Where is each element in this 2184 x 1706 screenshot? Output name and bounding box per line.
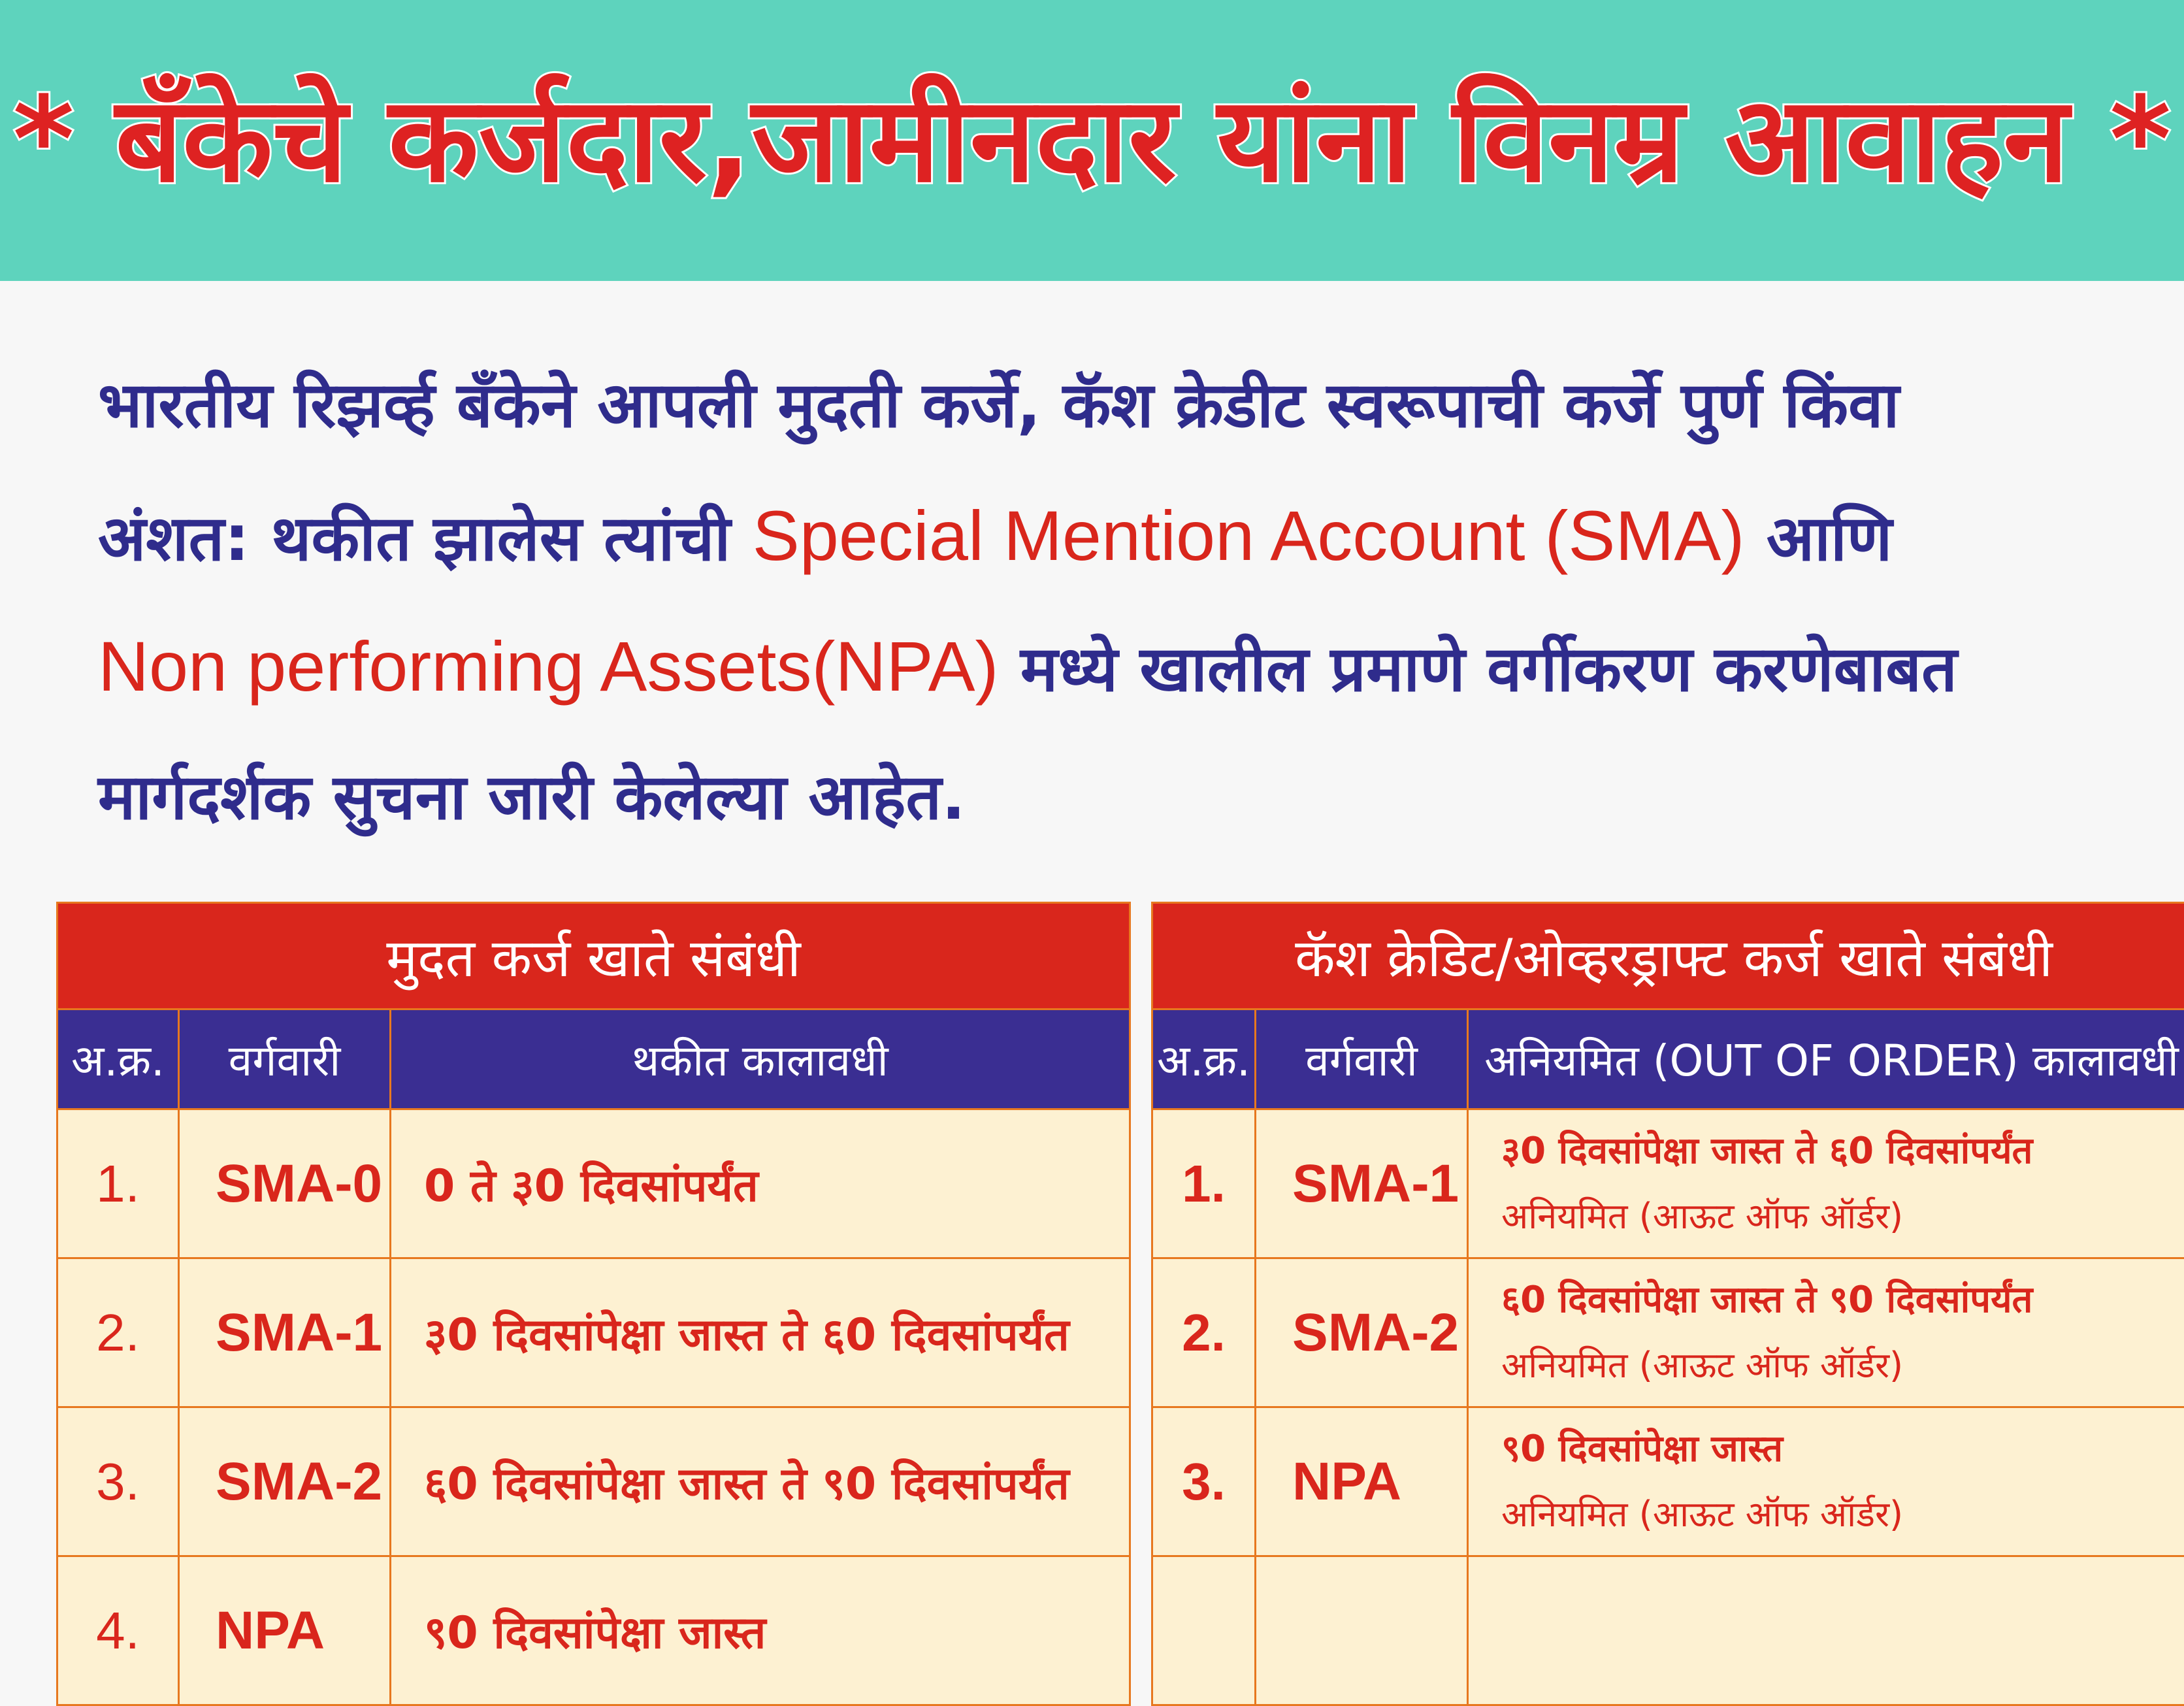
row-category	[1256, 1556, 1468, 1705]
table-title-row	[57, 903, 1130, 1009]
row-period	[1468, 1407, 2184, 1556]
intro-sma-term: Special Mention Account (SMA)	[753, 496, 1745, 575]
table-row	[1152, 1258, 2184, 1407]
star-icon: *	[2110, 72, 2171, 208]
row-period	[1468, 1109, 2184, 1258]
table-row	[57, 1109, 1130, 1258]
row-serial	[1152, 1556, 1256, 1705]
table-row	[1152, 1407, 2184, 1556]
row-period	[1468, 1258, 2184, 1407]
row-status-text: अनियमित (आऊट ऑफ ऑर्डर)	[1501, 1333, 2184, 1398]
table-row	[1152, 1109, 2184, 1258]
row-period: ६0 दिवसांपेक्षा जास्त ते ९0 दिवसांपर्यंत	[391, 1407, 1130, 1556]
column-header-serial: अ.क्र.	[57, 1009, 179, 1109]
table-header-row	[57, 1009, 1130, 1109]
row-serial: 2.	[57, 1258, 179, 1407]
intro-line-2-text-b: आणि	[1744, 502, 1892, 575]
row-period-text: ३0 दिवसांपेक्षा जास्त ते ६0 दिवसांपर्यंत	[1501, 1119, 2184, 1184]
row-category: NPA	[179, 1556, 391, 1705]
table-header-row	[1152, 1009, 2184, 1109]
intro-line-1: भारतीय रिझर्व्ह बँकेने आपली मुदती कर्जे, कॅश क्रेडीट स्वरूपाची कर्जे पुर्ण किंवा	[98, 340, 2176, 470]
intro-npa-term: Non performing Assets(NPA)	[98, 627, 998, 706]
cash-credit-table-title: कॅश क्रेडिट/ओव्हरड्राफ्ट कर्ज खाते संबंधी	[1152, 903, 2184, 1009]
row-status-text: अनियमित (आऊट ऑफ ऑर्डर)	[1501, 1482, 2184, 1547]
banner-title-text: बँकेचे कर्जदार,जामीनदार यांना विनम्र आवाहन	[115, 72, 2068, 208]
intro-paragraph	[98, 340, 2176, 862]
column-header-serial: अ.क्र.	[1152, 1009, 1256, 1109]
column-header-category: वर्गवारी	[1256, 1009, 1468, 1109]
intro-line-2-text-a: अंशत: थकीत झालेस त्यांची	[98, 502, 753, 575]
column-header-category: वर्गवारी	[179, 1009, 391, 1109]
cash-credit-table	[1151, 902, 2184, 1706]
row-period-text: ९0 दिवसांपेक्षा जास्त	[1501, 1417, 2184, 1482]
row-period: ९0 दिवसांपेक्षा जास्त	[391, 1556, 1130, 1705]
row-category: SMA-1	[1256, 1109, 1468, 1258]
row-period	[1468, 1556, 2184, 1705]
row-period-text: ६0 दिवसांपेक्षा जास्त ते ९0 दिवसांपर्यंत	[1501, 1268, 2184, 1333]
row-serial: 1.	[1152, 1109, 1256, 1258]
star-icon: *	[13, 72, 74, 208]
column-header-out-of-order-period: अनियमित (OUT OF ORDER) कालावधी	[1468, 1009, 2184, 1109]
table-row	[57, 1258, 1130, 1407]
row-status-text: अनियमित (आऊट ऑफ ऑर्डर)	[1501, 1184, 2184, 1249]
row-serial: 2.	[1152, 1258, 1256, 1407]
row-category: SMA-1	[179, 1258, 391, 1407]
term-loan-table-title: मुदत कर्ज खाते संबंधी	[57, 903, 1130, 1009]
row-category: SMA-2	[179, 1407, 391, 1556]
table-row	[57, 1407, 1130, 1556]
title-banner	[0, 0, 2184, 281]
intro-line-2	[98, 470, 2176, 601]
row-serial: 4.	[57, 1556, 179, 1705]
row-category: SMA-0	[179, 1109, 391, 1258]
intro-line-3-text: मध्ये खालील प्रमाणे वर्गीकरण करणेबाबत	[998, 632, 1957, 706]
row-serial: 3.	[1152, 1407, 1256, 1556]
row-period: ३0 दिवसांपेक्षा जास्त ते ६0 दिवसांपर्यंत	[391, 1258, 1130, 1407]
intro-line-3	[98, 601, 2176, 732]
intro-line-4: मार्गदर्शक सुचना जारी केलेल्या आहेत.	[98, 732, 2176, 862]
row-category: NPA	[1256, 1407, 1468, 1556]
term-loan-table	[56, 902, 1131, 1706]
banner-title	[0, 62, 2184, 219]
table-row	[1152, 1556, 2184, 1705]
column-header-overdue-period: थकीत कालावधी	[391, 1009, 1130, 1109]
table-row	[57, 1556, 1130, 1705]
row-serial: 3.	[57, 1407, 179, 1556]
table-title-row	[1152, 903, 2184, 1009]
row-serial: 1.	[57, 1109, 179, 1258]
row-category: SMA-2	[1256, 1258, 1468, 1407]
row-period: 0 ते ३0 दिवसांपर्यंत	[391, 1109, 1130, 1258]
